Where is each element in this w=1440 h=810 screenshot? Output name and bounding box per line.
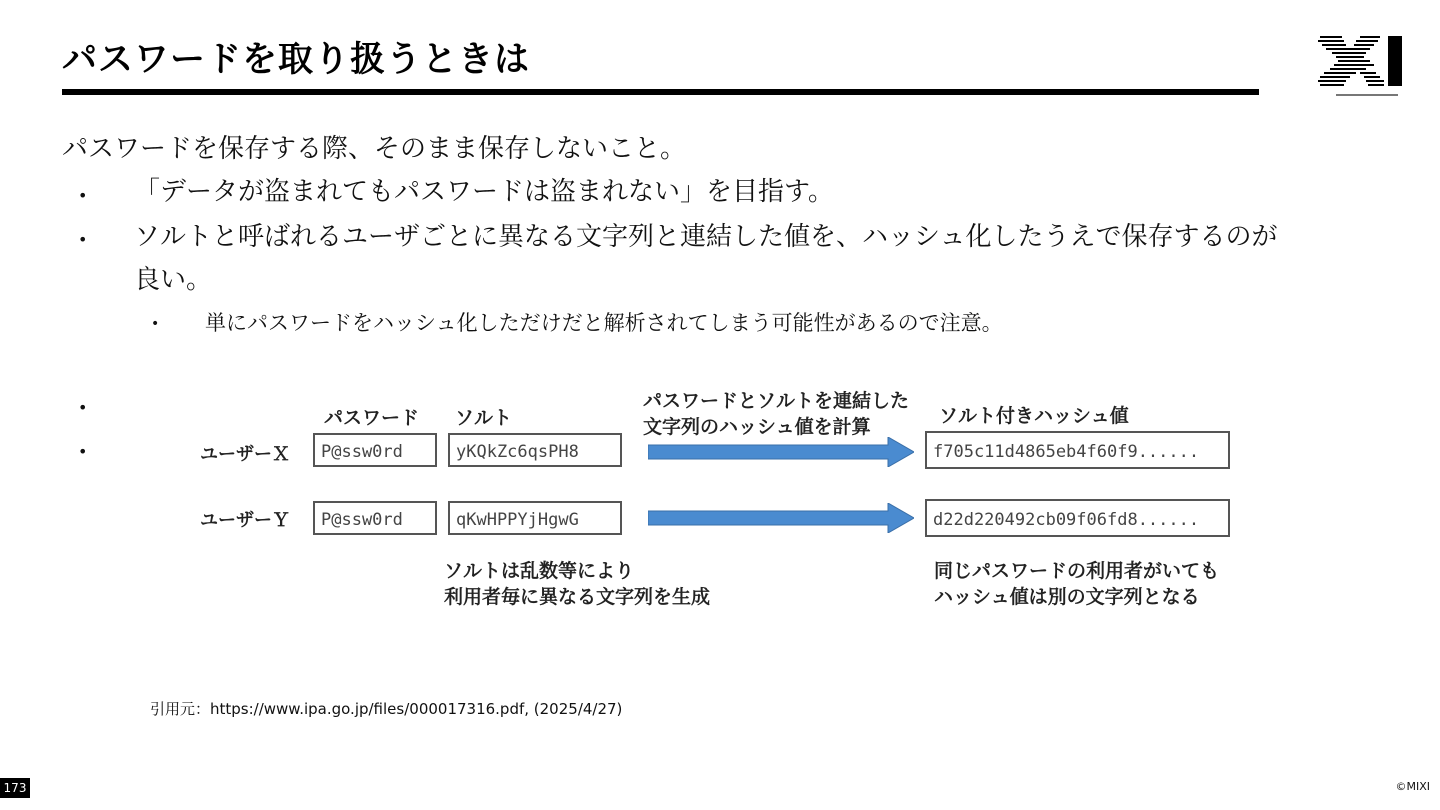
mixi-logo	[1316, 34, 1406, 100]
hash-note-line2: ハッシュ値は別の文字列となる	[934, 586, 1200, 608]
password-box: P@ssw0rd	[313, 501, 437, 535]
salt-note-line1: ソルトは乱数等により	[444, 560, 635, 582]
citation: 引用元：https://www.ipa.go.jp/files/000017316.pdf, (2025/4/27)	[150, 700, 623, 718]
user-label: ユーザーＸ	[200, 444, 290, 465]
hash-arrow	[648, 503, 914, 533]
sub-bullet-dot: •	[151, 316, 160, 332]
bullet-dot: •	[78, 230, 88, 249]
user-label: ユーザーＹ	[200, 510, 290, 531]
bullet-salt: ソルトと呼ばれるユーザごとに異なる文字列と連結した値を、ハッシュ化したうえで保存するのが	[134, 222, 1278, 252]
lead-sentence: パスワードを保存する際、そのまま保存しないこと。	[62, 134, 687, 164]
hash-box: f705c11d4865eb4f60f9......	[925, 431, 1230, 469]
page-number: 173	[0, 778, 30, 798]
hash-box: d22d220492cb09f06fd8......	[925, 499, 1230, 537]
bullet-goal: 「データが盗まれてもパスワードは盗まれない」を目指す。	[134, 177, 834, 207]
salt-box: qKwHPPYjHgwG	[448, 501, 622, 535]
sub-bullet-warning: 単にパスワードをハッシュ化しただけだと解析されてしまう可能性があるので注意。	[205, 311, 1003, 335]
title-underline	[62, 89, 1259, 95]
hash-arrow	[648, 437, 914, 467]
slide-title: パスワードを取り扱うときは	[62, 40, 531, 80]
arrow-caption-line2: 文字列のハッシュ値を計算	[643, 416, 871, 438]
bullet-dot: •	[78, 442, 88, 461]
bullet-dot: •	[78, 398, 88, 417]
column-label-password: パスワード	[324, 407, 420, 429]
bullet-salt-continued: 良い。	[134, 265, 213, 295]
password-box: P@ssw0rd	[313, 433, 437, 467]
salt-box: yKQkZc6qsPH8	[448, 433, 622, 467]
arrow-caption-line1: パスワードとソルトを連結した	[643, 390, 910, 412]
column-label-hashed: ソルト付きハッシュ値	[939, 405, 1129, 427]
copyright: ©MIXI	[1395, 780, 1430, 793]
hash-note-line1: 同じパスワードの利用者がいても	[934, 560, 1220, 582]
salt-note-line2: 利用者毎に異なる文字列を生成	[444, 586, 711, 608]
column-label-salt: ソルト	[455, 407, 513, 429]
bullet-dot: •	[78, 186, 88, 205]
